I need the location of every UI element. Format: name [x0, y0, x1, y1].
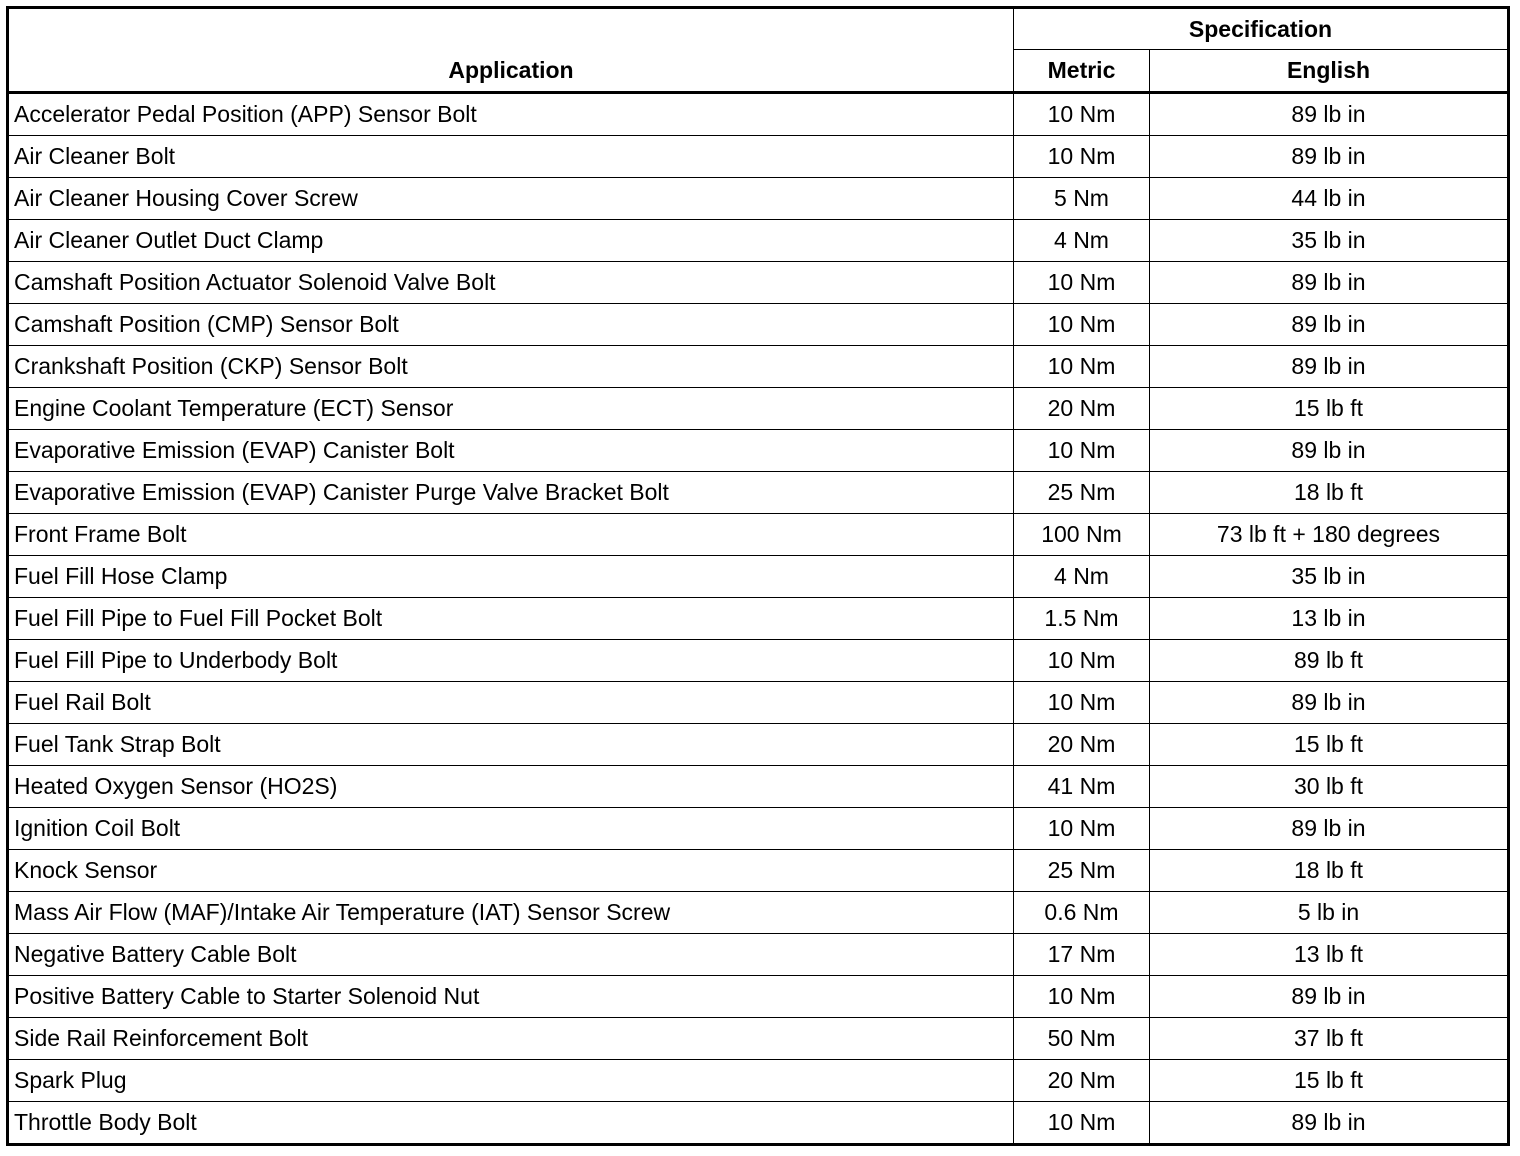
table-row — [8, 1102, 1509, 1145]
metric-cell: 10 Nm — [1014, 93, 1150, 136]
application-cell: Evaporative Emission (EVAP) Canister Bolt — [8, 430, 1014, 472]
application-cell: Evaporative Emission (EVAP) Canister Purge Valve Bracket Bolt — [8, 472, 1014, 514]
english-cell: 89 lb in — [1150, 262, 1509, 304]
table-row — [8, 976, 1509, 1018]
application-cell: Air Cleaner Bolt — [8, 136, 1014, 178]
metric-cell: 17 Nm — [1014, 934, 1150, 976]
table-row — [8, 724, 1509, 766]
metric-cell: 0.6 Nm — [1014, 892, 1150, 934]
metric-cell: 10 Nm — [1014, 976, 1150, 1018]
english-cell: 89 lb in — [1150, 682, 1509, 724]
english-cell: 5 lb in — [1150, 892, 1509, 934]
table-row — [8, 93, 1509, 136]
metric-cell: 10 Nm — [1014, 808, 1150, 850]
table-row — [8, 850, 1509, 892]
table-row — [8, 682, 1509, 724]
english-cell: 30 lb ft — [1150, 766, 1509, 808]
table-row — [8, 388, 1509, 430]
metric-cell: 20 Nm — [1014, 388, 1150, 430]
table-row — [8, 136, 1509, 178]
torque-spec-table — [6, 6, 1510, 1146]
english-cell: 13 lb ft — [1150, 934, 1509, 976]
application-cell: Mass Air Flow (MAF)/Intake Air Temperature (IAT) Sensor Screw — [8, 892, 1014, 934]
metric-cell: 10 Nm — [1014, 136, 1150, 178]
table-row — [8, 346, 1509, 388]
table-row — [8, 934, 1509, 976]
application-cell: Fuel Tank Strap Bolt — [8, 724, 1014, 766]
table-row — [8, 640, 1509, 682]
table-header — [8, 8, 1509, 93]
application-cell: Fuel Rail Bolt — [8, 682, 1014, 724]
metric-cell: 10 Nm — [1014, 346, 1150, 388]
metric-cell: 20 Nm — [1014, 1060, 1150, 1102]
metric-cell: 10 Nm — [1014, 430, 1150, 472]
english-cell: 44 lb in — [1150, 178, 1509, 220]
english-cell: 73 lb ft + 180 degrees — [1150, 514, 1509, 556]
metric-cell: 10 Nm — [1014, 262, 1150, 304]
application-cell: Throttle Body Bolt — [8, 1102, 1014, 1145]
metric-cell: 10 Nm — [1014, 682, 1150, 724]
application-cell: Accelerator Pedal Position (APP) Sensor Bolt — [8, 93, 1014, 136]
application-cell: Front Frame Bolt — [8, 514, 1014, 556]
table-row — [8, 514, 1509, 556]
application-cell: Ignition Coil Bolt — [8, 808, 1014, 850]
application-cell: Negative Battery Cable Bolt — [8, 934, 1014, 976]
table-row — [8, 430, 1509, 472]
table-row — [8, 808, 1509, 850]
english-cell: 18 lb ft — [1150, 850, 1509, 892]
metric-cell: 4 Nm — [1014, 220, 1150, 262]
application-cell: Engine Coolant Temperature (ECT) Sensor — [8, 388, 1014, 430]
english-cell: 89 lb in — [1150, 976, 1509, 1018]
metric-cell: 25 Nm — [1014, 472, 1150, 514]
english-cell: 18 lb ft — [1150, 472, 1509, 514]
specification-column-header: Specification — [1014, 8, 1509, 50]
metric-cell: 10 Nm — [1014, 304, 1150, 346]
table-body — [8, 93, 1509, 1145]
english-cell: 89 lb in — [1150, 1102, 1509, 1145]
metric-cell: 20 Nm — [1014, 724, 1150, 766]
application-cell: Fuel Fill Hose Clamp — [8, 556, 1014, 598]
metric-cell: 100 Nm — [1014, 514, 1150, 556]
metric-cell: 4 Nm — [1014, 556, 1150, 598]
application-cell: Heated Oxygen Sensor (HO2S) — [8, 766, 1014, 808]
application-cell: Positive Battery Cable to Starter Solenoid Nut — [8, 976, 1014, 1018]
table-row — [8, 1018, 1509, 1060]
application-column-header: Application — [8, 8, 1014, 93]
table-row — [8, 598, 1509, 640]
metric-cell: 41 Nm — [1014, 766, 1150, 808]
application-cell: Air Cleaner Outlet Duct Clamp — [8, 220, 1014, 262]
application-cell: Knock Sensor — [8, 850, 1014, 892]
english-cell: 89 lb in — [1150, 430, 1509, 472]
english-cell: 15 lb ft — [1150, 388, 1509, 430]
table-row — [8, 262, 1509, 304]
english-cell: 15 lb ft — [1150, 724, 1509, 766]
metric-cell: 25 Nm — [1014, 850, 1150, 892]
english-cell: 89 lb in — [1150, 304, 1509, 346]
english-cell: 89 lb in — [1150, 136, 1509, 178]
application-cell: Fuel Fill Pipe to Fuel Fill Pocket Bolt — [8, 598, 1014, 640]
application-cell: Side Rail Reinforcement Bolt — [8, 1018, 1014, 1060]
application-cell: Crankshaft Position (CKP) Sensor Bolt — [8, 346, 1014, 388]
application-cell: Spark Plug — [8, 1060, 1014, 1102]
english-cell: 89 lb in — [1150, 808, 1509, 850]
english-cell: 89 lb ft — [1150, 640, 1509, 682]
table-row — [8, 766, 1509, 808]
table-row — [8, 178, 1509, 220]
metric-cell: 5 Nm — [1014, 178, 1150, 220]
metric-cell: 50 Nm — [1014, 1018, 1150, 1060]
metric-column-header: Metric — [1014, 50, 1150, 93]
english-cell: 35 lb in — [1150, 220, 1509, 262]
table-row — [8, 304, 1509, 346]
table-row — [8, 472, 1509, 514]
english-cell: 15 lb ft — [1150, 1060, 1509, 1102]
metric-cell: 1.5 Nm — [1014, 598, 1150, 640]
application-cell: Fuel Fill Pipe to Underbody Bolt — [8, 640, 1014, 682]
english-column-header: English — [1150, 50, 1509, 93]
application-cell: Camshaft Position Actuator Solenoid Valve Bolt — [8, 262, 1014, 304]
english-cell: 13 lb in — [1150, 598, 1509, 640]
table-row — [8, 556, 1509, 598]
english-cell: 35 lb in — [1150, 556, 1509, 598]
application-cell: Air Cleaner Housing Cover Screw — [8, 178, 1014, 220]
table-row — [8, 892, 1509, 934]
english-cell: 89 lb in — [1150, 93, 1509, 136]
english-cell: 89 lb in — [1150, 346, 1509, 388]
english-cell: 37 lb ft — [1150, 1018, 1509, 1060]
metric-cell: 10 Nm — [1014, 640, 1150, 682]
metric-cell: 10 Nm — [1014, 1102, 1150, 1145]
application-cell: Camshaft Position (CMP) Sensor Bolt — [8, 304, 1014, 346]
table-row — [8, 220, 1509, 262]
table-row — [8, 1060, 1509, 1102]
